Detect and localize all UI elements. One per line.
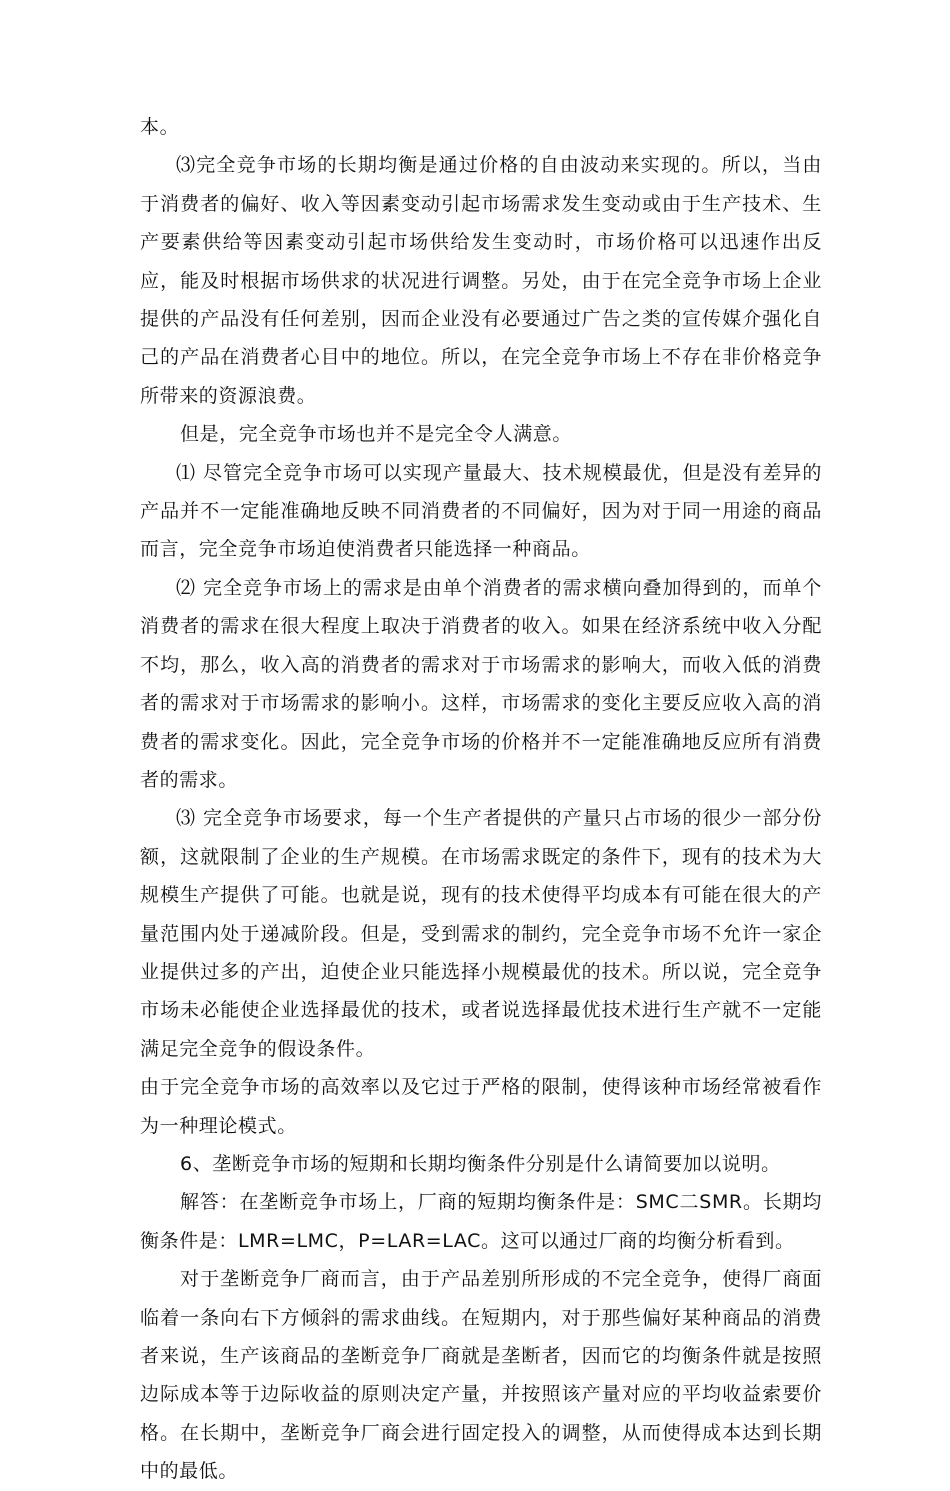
paragraph-however: 但是，完全竞争市场也并不是完全令人满意。 xyxy=(180,423,573,446)
document-body xyxy=(140,108,822,1491)
question-6-heading: 6、垄断竞争市场的短期和长期均衡条件分别是什么请简要加以说明。 xyxy=(180,1152,781,1175)
answer-paragraph: 解答：在垄断竞争市场上，厂商的短期均衡条件是：SMC二SMR。长期均衡条件是：LMR=LMC，P=LAR=LAC。这可以通过厂商的均衡分析看到。 xyxy=(140,1191,822,1252)
paragraph-monopolistic-competition: 对于垄断竞争厂商而言，由于产品差别所形成的不完全竞争，使得厂商面临着一条向右下方倾斜的需求曲线。在短期内，对于那些偏好某种商品的消费者来说，生产该商品的垄断竞争厂商就是垄断者，因而它的均衡条件就是按照边际成本等于边际收益的原则决定产量，并按照该产量对应的平均收益索要价格。在长期中，垄断竞争厂商会进行固定投入的调整，从而使得成本达到长期中的最低。 xyxy=(140,1268,822,1483)
paragraph-conclusion: 由于完全竞争市场的高效率以及它过于严格的限制，使得该种市场经常被看作为一种理论模式。 xyxy=(140,1076,822,1137)
paragraph-drawback-1: ⑴ 尽管完全竞争市场可以实现产量最大、技术规模最优，但是没有差异的产品并不一定能准确地反映不同消费者的不同偏好，因为对于同一用途的商品而言，完全竞争市场迫使消费者只能选择一种商品。 xyxy=(140,461,822,561)
paragraph-point-3-efficiency: ⑶完全竞争市场的长期均衡是通过价格的自由波动来实现的。所以，当由于消费者的偏好、收入等因素变动引起市场需求发生变动或由于生产技术、生产要素供给等因素变动引起市场供给发生变动时，市场价格可以迅速作出反应，能及时根据市场供求的状况进行调整。另处，由于在完全竞争市场上企业提供的产品没有任何差别，因而企业没有必要通过广告之类的宣传媒介强化自己的产品在消费者心目中的地位。所以，在完全竞争市场上不存在非价格竞争所带来的资源浪费。 xyxy=(140,154,822,407)
paragraph-drawback-3: ⑶ 完全竞争市场要求，每一个生产者提供的产量只占市场的很少一部分份额，这就限制了企业的生产规模。在市场需求既定的条件下，现有的技术为大规模生产提供了可能。也就是说，现有的技术使得平均成本有可能在很大的产量范围内处于递减阶段。但是，受到需求的制约，完全竞争市场不允许一家企业提供过多的产出，迫使企业只能选择小规模最优的技术。所以说，完全竞争市场未必能使企业选择最优的技术，或者说选择最优技术进行生产就不一定能满足完全竞争的假设条件。 xyxy=(140,807,822,1060)
paragraph-continuation: 本。 xyxy=(140,116,180,138)
paragraph-drawback-2: ⑵ 完全竞争市场上的需求是由单个消费者的需求横向叠加得到的，而单个消费者的需求在很大程度上取决于消费者的收入。如果在经济系统中收入分配不均，那么，收入高的消费者的需求对于市场需求的影响大，而收入低的消费者的需求对于市场需求的影响小。这样，市场需求的变化主要反应收入高的消费者的需求变化。因此，完全竞争市场的价格并不一定能准确地反应所有消费者的需求。 xyxy=(140,576,822,791)
